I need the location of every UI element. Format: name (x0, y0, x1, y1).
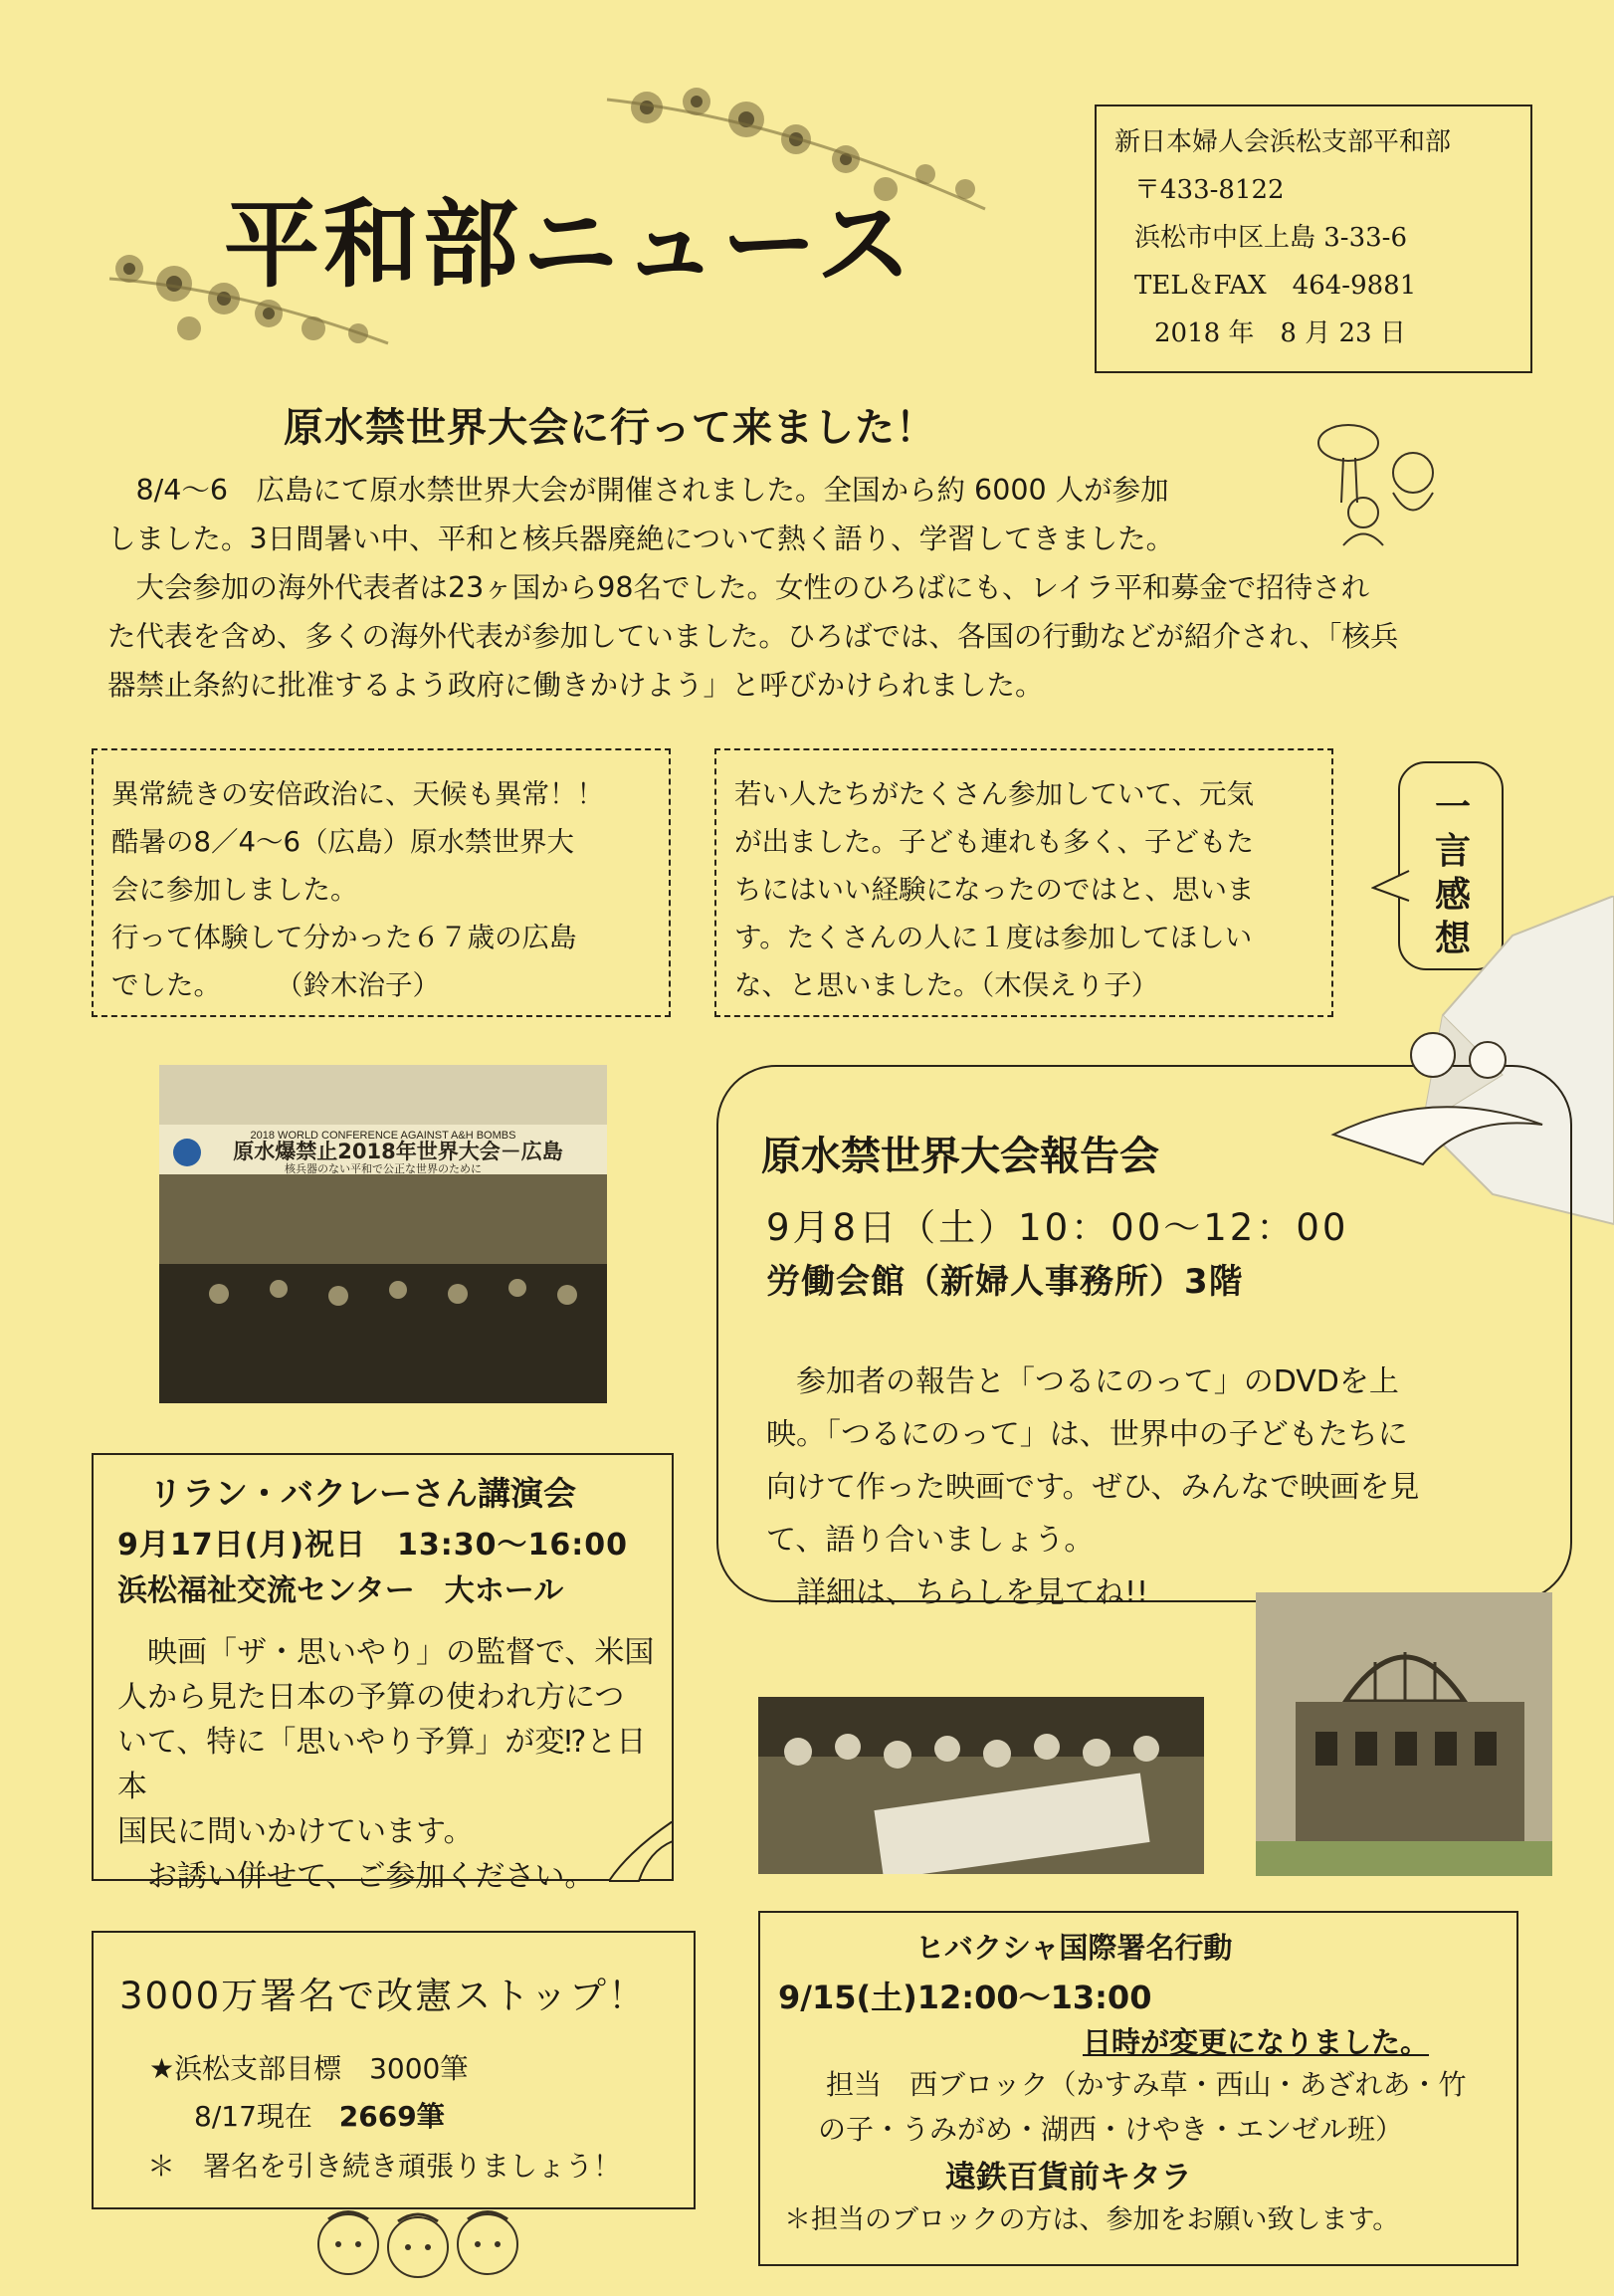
lecture-datetime: 9月17日(月)祝日 13:30～16:00 (117, 1528, 629, 1563)
address-box (1095, 104, 1532, 373)
signature-note: ＊ 署名を引き続き頑張りましょう！ (147, 2150, 622, 2183)
hibakusha-datetime: 9/15(土)12:00～13:00 (778, 1979, 1152, 2016)
comment-box-kimata (714, 748, 1333, 1017)
signature-heading: 3000万署名で改憲ストップ！ (119, 1975, 648, 2017)
crane-illustration (1313, 1015, 1552, 1184)
comment-line: 酷暑の8／4～6（広島）原水禁世界大 (111, 826, 574, 858)
signature-current-label: 8/17現在 (194, 2100, 312, 2133)
comment-line: が出ました。子ども連れも多く、子どもた (734, 826, 1254, 858)
report-line: 向けて作った映画です。ぜひ、みんなで映画を見 (766, 1470, 1420, 1505)
article-line: た代表を含め、多くの海外代表が参加していました。ひろばでは、各国の行動などが紹介され、「核兵 (107, 620, 1399, 653)
article-body (107, 466, 1501, 710)
lecture-line: いて、特に「思いやり予算」が変⁉と日本 (117, 1725, 647, 1804)
report-venue: 労働会館（新婦人事務所）3階 (766, 1262, 1244, 1302)
lecture-heading: リラン・バクレーさん講演会 (149, 1474, 576, 1513)
comment-line: 若い人たちがたくさん参加していて、元気 (734, 778, 1254, 810)
hibakusha-note: ＊担当のブロックの方は、参加をお願い致します。 (784, 2204, 1400, 2235)
signature-current (194, 2095, 445, 2135)
children-illustration (299, 2190, 537, 2289)
article-line: 大会参加の海外代表者は23ヶ国から98名でした。女性のひろばにも、レイラ平和募金で招待され (107, 571, 1370, 604)
lecture-line: 映画「ザ・思いやり」の監督で、米国 (117, 1635, 655, 1670)
banner-main-text: 原水爆禁止2018年世界大会－広島 (233, 1140, 563, 1163)
comment-line: 会に参加しました。 (111, 874, 358, 906)
comment-line: 行って体験して分かった６７歳の広島 (111, 922, 577, 953)
hibakusha-staff-line: 担当 西ブロック（かすみ草・西山・あざれあ・竹 (826, 2068, 1467, 2101)
article-line: 8/4～6 広島にて原水禁世界大会が開催されました。全国から約 6000 人が参加 (107, 474, 1169, 507)
lecture-line: お誘い併せて、ご参加ください。 (117, 1859, 595, 1894)
hibakusha-change-notice: 日時が変更になりました。 (1083, 2025, 1430, 2059)
lecture-body (117, 1630, 670, 1899)
report-datetime: 9月8日（土）10：00～12：00 (766, 1206, 1349, 1249)
report-heading: 原水禁世界大会報告会 (761, 1134, 1159, 1179)
conference-photo (159, 1065, 607, 1403)
signature-current-value: 2669筆 (338, 2100, 445, 2133)
comment-line: す。たくさんの人に１度は参加してほしい (734, 922, 1253, 953)
report-line: 映。「つるにのって」は、世界中の子どもたちに (766, 1417, 1408, 1452)
postal-code: 〒433-8122 (1134, 175, 1285, 205)
newsletter-title: 平和部ニュース (224, 189, 916, 301)
hibakusha-place: 遠鉄百貨前キタラ (945, 2160, 1192, 2195)
signature-goal: ★浜松支部目標 3000筆 (149, 2052, 469, 2085)
comment-box-suzuki (92, 748, 671, 1017)
atomic-dome-photo (1256, 1592, 1552, 1876)
article-line: しました。3日間暑い中、平和と核兵器廃絶について熱く語り、学習してきました。 (107, 522, 1175, 555)
report-line: 参加者の報告と「つるにのって」のDVDを上 (766, 1364, 1399, 1399)
comment-line: 異常続きの安倍政治に、天候も異常！！ (111, 778, 604, 810)
report-line: て、語り合いましょう。 (766, 1523, 1095, 1558)
tel-fax: TEL＆FAX 464-9881 (1134, 271, 1417, 301)
hibakusha-heading: ヒバクシャ国際署名行動 (915, 1931, 1233, 1965)
report-line: 詳細は、ちらしを見てね!! (766, 1575, 1149, 1610)
banner-small-text: 2018 WORLD CONFERENCE AGAINST A&H BOMBS (250, 1130, 516, 1142)
lecture-venue: 浜松福祉交流センター 大ホール (117, 1573, 564, 1608)
march-photo (758, 1697, 1204, 1874)
comment-line: でした。 （鈴木治子） (111, 969, 440, 1001)
bubble-label: 一言感想 (1434, 787, 1471, 959)
banner-sub-text: 核兵器のない平和で公正な世界のために (285, 1162, 482, 1175)
org-name: 新日本婦人会浜松支部平和部 (1114, 127, 1452, 157)
lecture-line: 人から見た日本の予算の使われ方につ (117, 1680, 625, 1715)
issue-date: 2018 年 8 月 23 日 (1154, 318, 1406, 348)
article-line: 器禁止条約に批准するよう政府に働きかけよう」と呼びかけられました。 (107, 669, 1044, 702)
lecture-line: 国民に問いかけています。 (117, 1814, 474, 1849)
comment-line: な、と思いました。（木俣えり子） (734, 969, 1159, 1001)
report-body (766, 1356, 1493, 1619)
article-heading: 原水禁世界大会に行って来ました！ (284, 405, 936, 451)
address: 浜松市中区上島 3-33-6 (1134, 223, 1408, 253)
hibakusha-staff-line: の子・うみがめ・湖西・けやき・エンゼル班） (818, 2113, 1404, 2146)
comment-line: ちにはいい経験になったのではと、思いま (734, 874, 1255, 906)
